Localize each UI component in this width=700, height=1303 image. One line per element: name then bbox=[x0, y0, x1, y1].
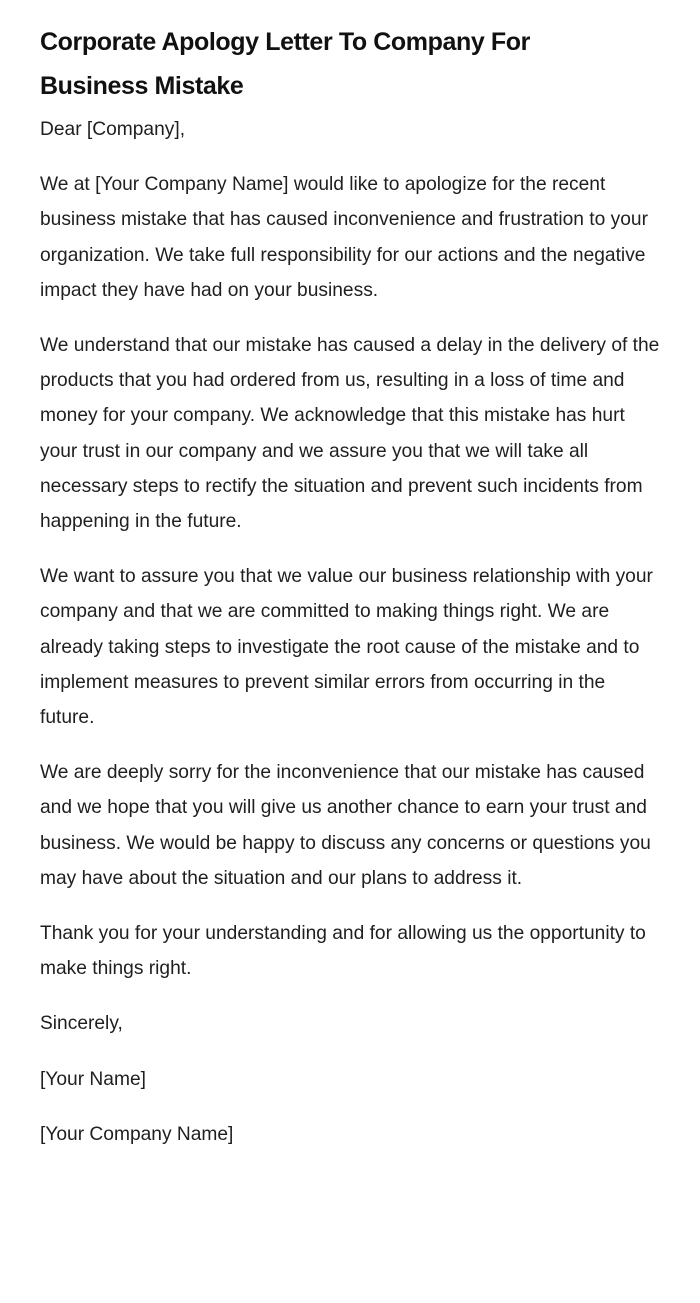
signature-company: [Your Company Name] bbox=[40, 1123, 234, 1145]
closing: Sincerely, bbox=[40, 1013, 123, 1035]
letter-body bbox=[40, 112, 660, 1152]
salutation: Dear [Company], bbox=[40, 119, 186, 140]
paragraph-sorry: We are deeply sorry for the inconvenience that our mistake has caused and we hope that you will give us another chance to earn your trust and business. We would be happy to discuss any concerns or questions you may have about the situation and our plans to address it. bbox=[40, 762, 651, 889]
paragraph-apology: We at [Your Company Name] would like to apologize for the recent business mistake that has caused inconvenience and frustration to your organization. We take full responsibility for our actions and the negative impact they have had on your business. bbox=[40, 174, 648, 301]
paragraph-impact: We understand that our mistake has caused a delay in the delivery of the products that you had ordered from us, resulting in a loss of time and money for your company. We acknowledge that this mistake has hurt your trust in our company and we assure you that we will take all necessary steps to rectify the situation and prevent such incidents from happening in the future. bbox=[40, 335, 660, 533]
signature-name: [Your Name] bbox=[40, 1068, 146, 1090]
paragraph-thanks: Thank you for your understanding and for allowing us the opportunity to make things right. bbox=[40, 923, 646, 980]
paragraph-commitment: We want to assure you that we value our business relationship with your company and that we are committed to making things right. We are already taking steps to investigate the root cause of the mistake and to implement measures to prevent similar errors from occurring in the future. bbox=[40, 566, 653, 729]
letter-title: Corporate Apology Letter To Company For Business Mistake bbox=[40, 28, 530, 100]
